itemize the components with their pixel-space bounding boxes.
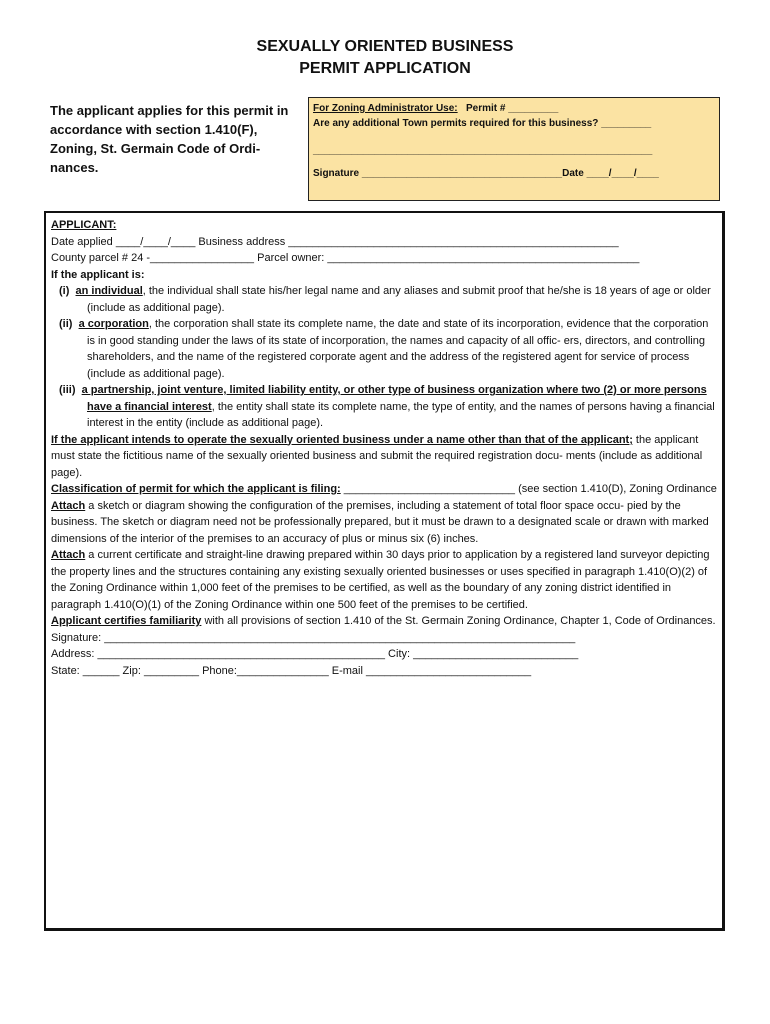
certification-heading: Applicant certifies familiarity — [51, 615, 202, 627]
fictitious-name-section — [51, 432, 717, 482]
additional-permits-field[interactable]: Are any additional Town permits required for this business? _________ — [313, 118, 652, 129]
item-iii-number: (iii) — [59, 384, 76, 396]
classification-field[interactable]: ____________________________ (see section 1.410(D), Zoning Ordinance — [340, 483, 717, 495]
item-i-text: , the individual shall state his/her legal name and any aliases and submit proof that he/she is 18 years of age or older (include as additional page). — [87, 285, 711, 314]
admin-signature-field[interactable]: Signature ____________________________________Date ____/____/____ — [313, 168, 659, 179]
item-iii-heading: a partnership, joint venture, limited liability entity, or other type of business organization where two (2) or more persons have a financial interest — [81, 384, 707, 413]
certification-text: with all provisions of section 1.410 of the St. Germain Zoning Ordinance, Chapter 1, Code of Ordinances. — [201, 615, 716, 627]
fictitious-heading: If the applicant intends to operate the sexually oriented business under a name other than that of the applicant; — [51, 433, 633, 446]
page-title — [0, 36, 770, 80]
intro-text: The applicant applies for this permit in accordance with section 1.410(F), Zoning, St. Germain Code of Ordi- nances. — [50, 103, 289, 175]
state-zip-phone-email-field[interactable]: State: ______ Zip: _________ Phone:_______________ E-mail ___________________________ — [51, 664, 532, 677]
parcel-owner-field[interactable]: County parcel # 24 -_________________ Parcel owner: ___________________________________________________ — [51, 252, 640, 264]
item-i-number: (i) — [59, 285, 70, 297]
if-applicant-label: If the applicant is: — [51, 268, 145, 281]
admin-label: For Zoning Administrator Use: — [313, 103, 458, 114]
title-line-2: PERMIT APPLICATION — [299, 60, 471, 77]
permit-number-field[interactable]: Permit # _________ — [465, 103, 559, 114]
zoning-admin-box — [308, 97, 720, 201]
item-partnership — [51, 382, 717, 432]
item-iii-text: , the entity shall state its complete name, the type of entity, and the names of persons having a financial interest in the entity (include as additional page). — [87, 400, 715, 429]
signature-field[interactable]: Signature: _____________________________________________________________________________ — [51, 631, 576, 644]
classification-heading: Classification of permit for which the applicant is filing: — [51, 483, 341, 495]
applicant-heading: APPLICANT: — [51, 219, 117, 231]
fictitious-text: the applicant must state the fictitious name of the sexually oriented business and submit the required registration docu- ments (include as additional page). — [51, 433, 703, 479]
attach-certificate-heading: Attach — [51, 549, 86, 561]
item-corporation — [51, 316, 717, 382]
certification-section — [51, 613, 717, 630]
item-individual — [51, 283, 717, 316]
attach-certificate-text: a current certificate and straight-line drawing prepared within 30 days prior to application by a registered land surveyor depicting the property lines and the structures containing any existing sexually oriented businesses or uses specified in paragraph 1.410(O)(2) of the Zoning Ordinance within 1,000 feet of the premises to be certified, as well as the boundary of any zoning district identified in paragraph 1.410(O)(1) of the Zoning Ordinance within one 500 feet of the premises to be certified. — [51, 549, 710, 611]
address-city-field[interactable]: Address: _______________________________________________ City: ___________________________ — [51, 648, 579, 660]
admin-blank-line[interactable]: _____________________________________________________________ — [313, 145, 653, 156]
attach-certificate-section — [51, 547, 717, 613]
date-business-address-field[interactable]: Date applied ____/____/____ Business address ______________________________________________________ — [51, 235, 619, 248]
item-i-heading: an individual — [75, 285, 143, 297]
title-line-1: SEXUALLY ORIENTED BUSINESS — [256, 38, 514, 55]
attach-sketch-heading: Attach — [51, 499, 86, 512]
item-ii-number: (ii) — [59, 318, 73, 330]
attach-sketch-section — [51, 498, 717, 548]
attach-sketch-text: a sketch or diagram showing the configuration of the premises, including a statement of total floor space occu- pied by the business. The sketch or diagram need not be professionally prepared, but it must be drawn to a designated scale or drawn with marked dimensions of the interior of the premises to an accuracy of plus or minus six (6) inches. — [51, 499, 709, 545]
applicant-form — [44, 211, 725, 931]
admin-row-1 — [313, 101, 715, 116]
item-ii-text: , the corporation shall state its complete name, the date and state of its incorporation, evidence that the corporation is in good standing under the laws of its state of incorporation, the names and capacity of all offic- ers, directors, and controlling shareholders, and the name of the registered corporate agent and the address of the registered agent for service of process (include as additional page). — [87, 318, 709, 380]
classification-section — [51, 481, 717, 498]
item-ii-heading: a corporation — [78, 318, 149, 330]
